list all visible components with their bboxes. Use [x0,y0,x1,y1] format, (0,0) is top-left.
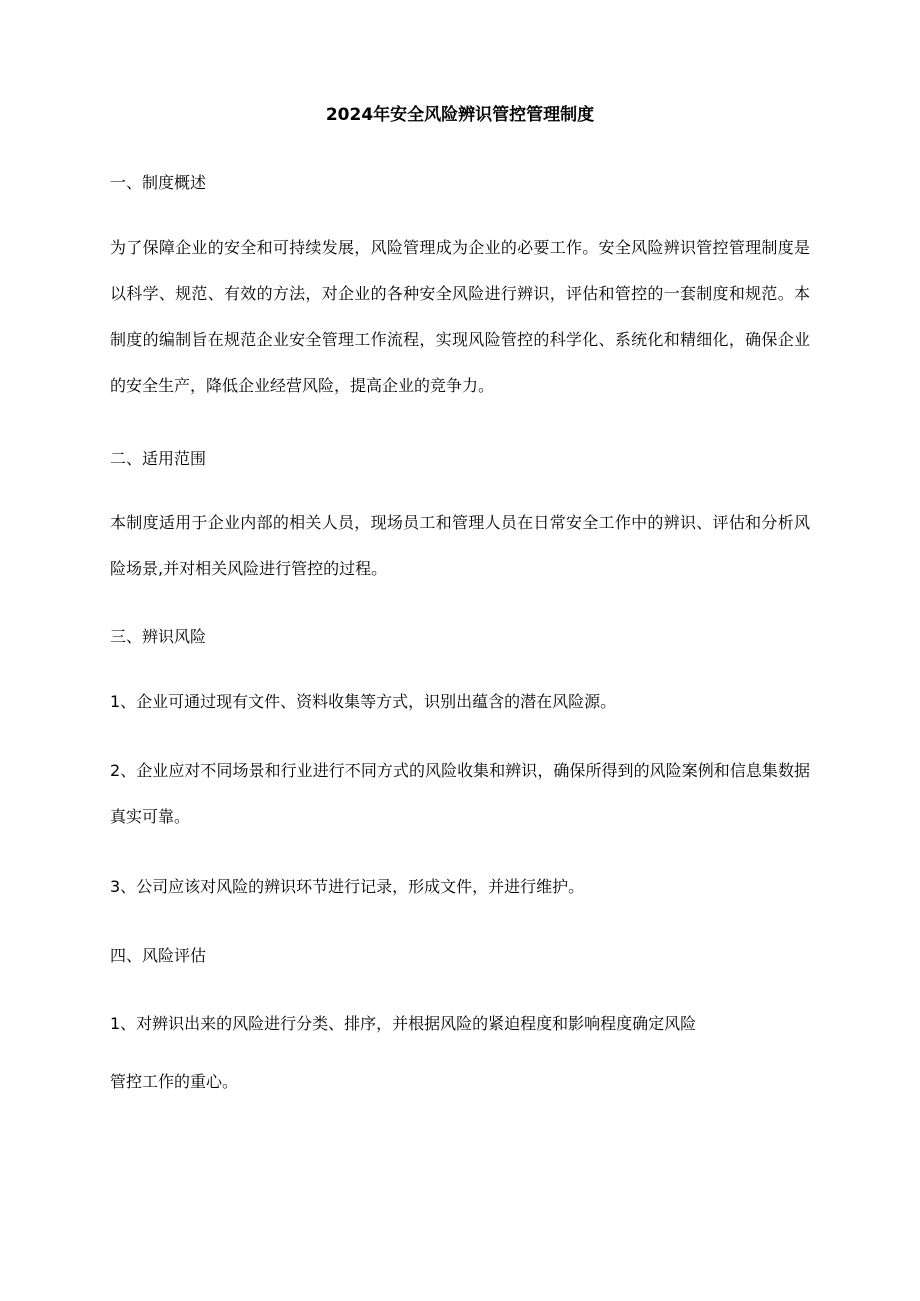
list-item-line: 管控工作的重心。 [110,1072,239,1091]
document-title: 2024年安全风险辨识管控管理制度 [325,105,595,125]
section-heading-identify: 三、辨识风险 [110,627,207,646]
list-item: 3、公司应该对风险的辨识环节进行记录，形成文件，并进行维护。 [110,877,585,896]
list-item: 1、企业可通过现有文件、资料收集等方式，识别出蕴含的潜在风险源。 [110,692,617,711]
section-heading-overview: 一、制度概述 [110,173,207,192]
list-item-line: 1、对辨识出来的风险进行分类、排序，并根据风险的紧迫程度和影响程度确定风险 [110,1014,697,1033]
list-item: 2、企业应对不同场景和行业进行不同方式的风险收集和辨识，确保所得到的风险案例和信息集数据真实可靠。 [110,761,810,826]
section-body-scope: 本制度适用于企业内部的相关人员，现场员工和管理人员在日常安全工作中的辨识、评估和分析风险场景,并对相关风险进行管控的过程。 [110,513,810,578]
section-heading-assess: 四、风险评估 [110,946,207,965]
section-body-overview: 为了保障企业的安全和可持续发展，风险管理成为企业的必要工作。安全风险辨识管控管理制度是以科学、规范、有效的方法，对企业的各种安全风险进行辨识，评估和管控的一套制度和规范。本制度的编制旨在规范企业安全管理工作流程，实现风险管控的科学化、系统化和精细化，确保企业的安全生产，降低企业经营风险，提高企业的竞争力。 [110,238,810,395]
section-heading-scope: 二、适用范围 [110,449,207,468]
